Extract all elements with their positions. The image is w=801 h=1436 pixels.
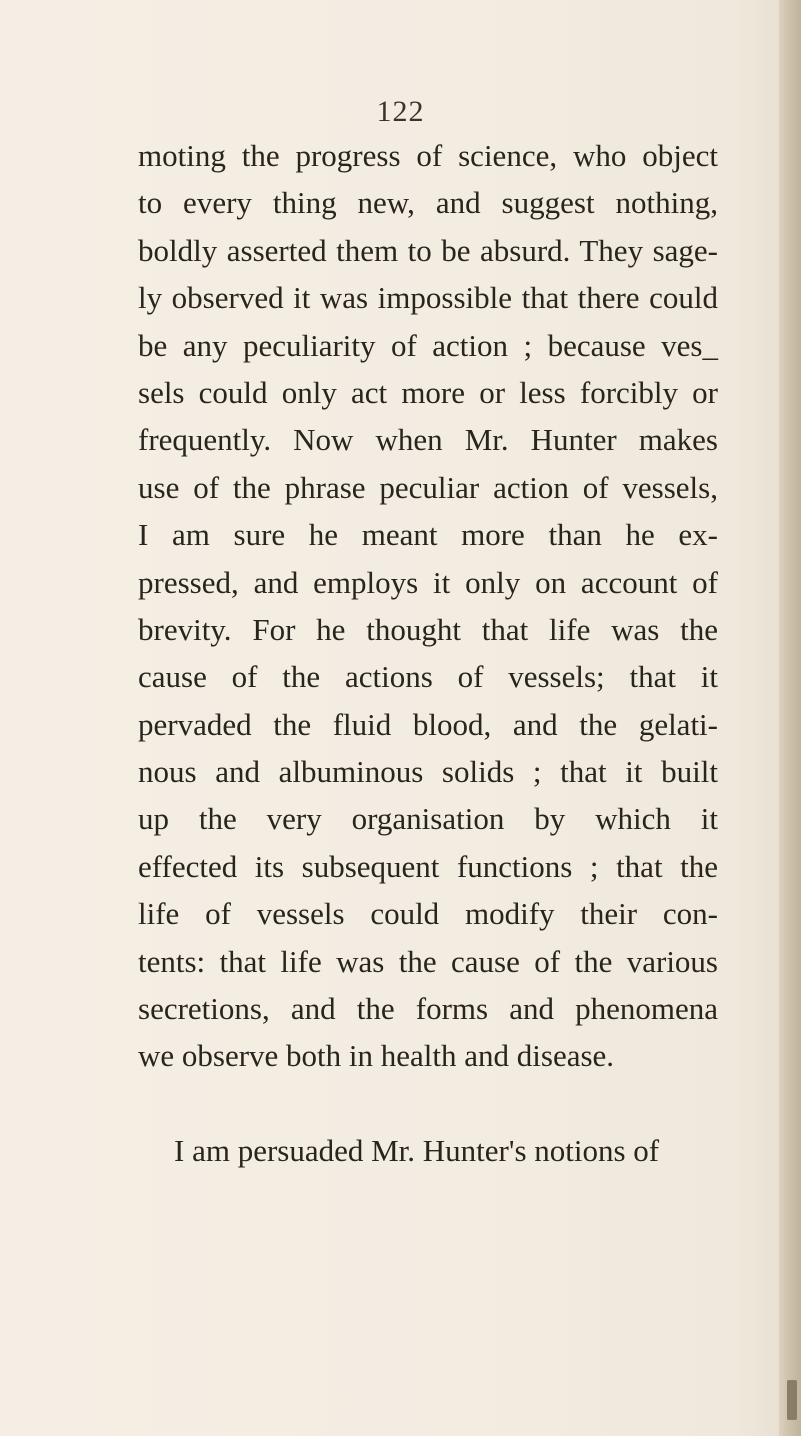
text-line: pervaded the fluid blood, and the gelati- — [138, 706, 718, 742]
text-line: nous and albuminous solids ; that it built — [138, 754, 718, 790]
text-line: be any peculiarity of action ; because ves_ — [138, 327, 718, 363]
text-line: frequently. Now when Mr. Hunter makes — [138, 422, 718, 458]
text-line: we observe both in health and disease. — [138, 1038, 615, 1074]
text-line: ly observed it was impossible that there could — [138, 280, 718, 316]
text-line: secretions, and the forms and phenomena — [138, 991, 718, 1027]
page-number: 122 — [376, 95, 425, 128]
text-line: I am sure he meant more than he ex- — [138, 517, 718, 553]
page-edge-mark — [787, 1380, 797, 1420]
paragraph-gap — [138, 1080, 718, 1127]
text-line: moting the progress of science, who object — [138, 138, 718, 173]
text-line: tents: that life was the cause of the various — [138, 943, 718, 979]
text-line: I am persuaded Mr. Hunter's notions of — [174, 1133, 660, 1169]
text-line: cause of the actions of vessels; that it — [138, 659, 718, 695]
text-line: to every thing new, and suggest nothing, — [138, 185, 718, 221]
text-line: use of the phrase peculiar action of vessels, — [138, 469, 718, 505]
body-text — [138, 132, 718, 1175]
text-line: effected its subsequent functions ; that the — [138, 848, 718, 884]
text-line: brevity. For he thought that life was the — [138, 611, 718, 647]
text-line: life of vessels could modify their con- — [138, 896, 718, 932]
text-line: pressed, and employs it only on account of — [138, 564, 718, 600]
page-edge — [779, 0, 801, 1436]
text-line: up the very organisation by which it — [138, 801, 718, 837]
text-line: sels could only act more or less forcibly or — [138, 374, 718, 410]
text-line: boldly asserted them to be absurd. They sage- — [138, 232, 718, 268]
